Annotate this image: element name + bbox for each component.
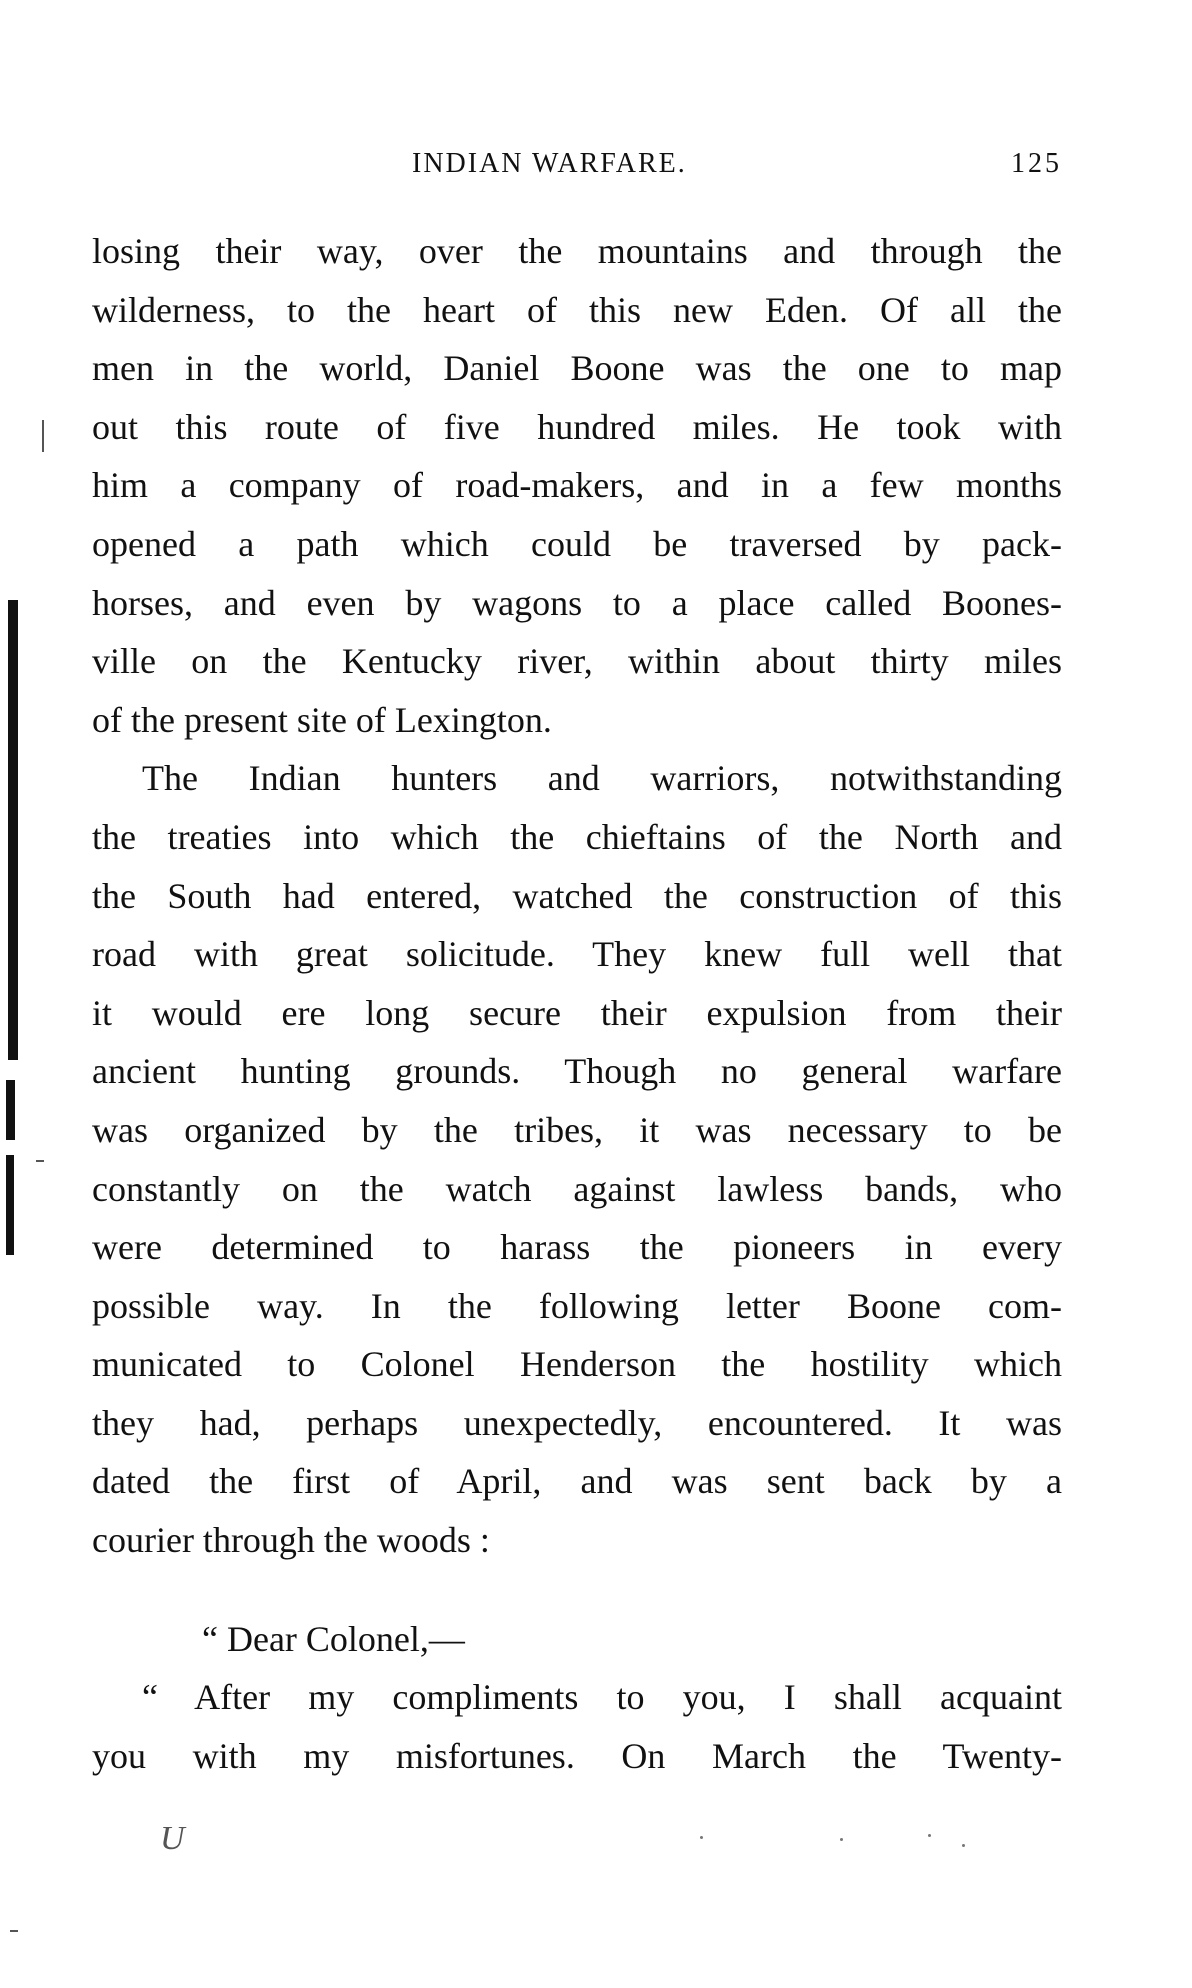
text-line: the South had entered, watched the construction of this (92, 875, 1062, 916)
text-line: were determined to harass the pioneers in every (92, 1227, 1062, 1268)
binding-shadow (6, 1155, 14, 1255)
letter-salutation: “ Dear Colonel,— (202, 1618, 465, 1659)
speck (962, 1844, 965, 1847)
binding-shadow (6, 1080, 15, 1140)
text-line: it would ere long secure their expulsion from their (92, 992, 1062, 1033)
text-line: they had, perhaps unexpectedly, encountered. It was (92, 1402, 1062, 1443)
text-line: out this route of five hundred miles. He took with (92, 406, 1062, 447)
text-line: possible way. In the following letter Boone com- (92, 1285, 1062, 1326)
running-head (92, 148, 1062, 188)
text-line: horses, and even by wagons to a place called Boones- (92, 582, 1062, 623)
speck (928, 1834, 931, 1837)
paragraph-gap (92, 1570, 1062, 1610)
body-text (92, 222, 1062, 1785)
running-title: INDIAN WARFARE. (412, 148, 687, 179)
text-line: road with great solicitude. They knew full well that (92, 934, 1062, 975)
text-line: him a company of road-makers, and in a few months (92, 465, 1062, 506)
margin-tick (42, 420, 44, 452)
text-line: you with my misfortunes. On March the Twenty- (92, 1735, 1062, 1776)
scan-margin-marks (0, 0, 60, 1988)
text-line: losing their way, over the mountains and through the (92, 231, 1062, 271)
text-line: men in the world, Daniel Boone was the one to map (92, 348, 1062, 389)
text-line: ancient hunting grounds. Though no general warfare (92, 1051, 1062, 1092)
text-line: of the present site of Lexington. (92, 699, 552, 740)
binding-shadow (8, 600, 18, 1060)
speck (700, 1836, 703, 1839)
scan-specks (700, 1832, 1000, 1852)
footer-smudge: U (160, 1820, 191, 1857)
page-number: 125 (1011, 148, 1062, 179)
text-line: courier through the woods : (92, 1520, 490, 1561)
margin-tick (10, 1930, 18, 1932)
text-line: the treaties into which the chieftains of the North and (92, 816, 1062, 857)
text-line: opened a path which could be traversed by pack- (92, 523, 1062, 564)
text-line: was organized by the tribes, it was necessary to be (92, 1109, 1062, 1150)
text-line: dated the first of April, and was sent back by a (92, 1461, 1062, 1502)
text-line: wilderness, to the heart of this new Eden. Of all the (92, 289, 1062, 330)
text-line: constantly on the watch against lawless bands, who (92, 1168, 1062, 1209)
text-line: municated to Colonel Henderson the hostility which (92, 1344, 1062, 1385)
text-line: The Indian hunters and warriors, notwithstanding (142, 758, 1062, 799)
text-line: “ After my compliments to you, I shall acquaint (142, 1677, 1062, 1718)
speck (840, 1838, 843, 1841)
margin-tick (36, 1160, 44, 1162)
text-line: ville on the Kentucky river, within about thirty miles (92, 641, 1062, 682)
